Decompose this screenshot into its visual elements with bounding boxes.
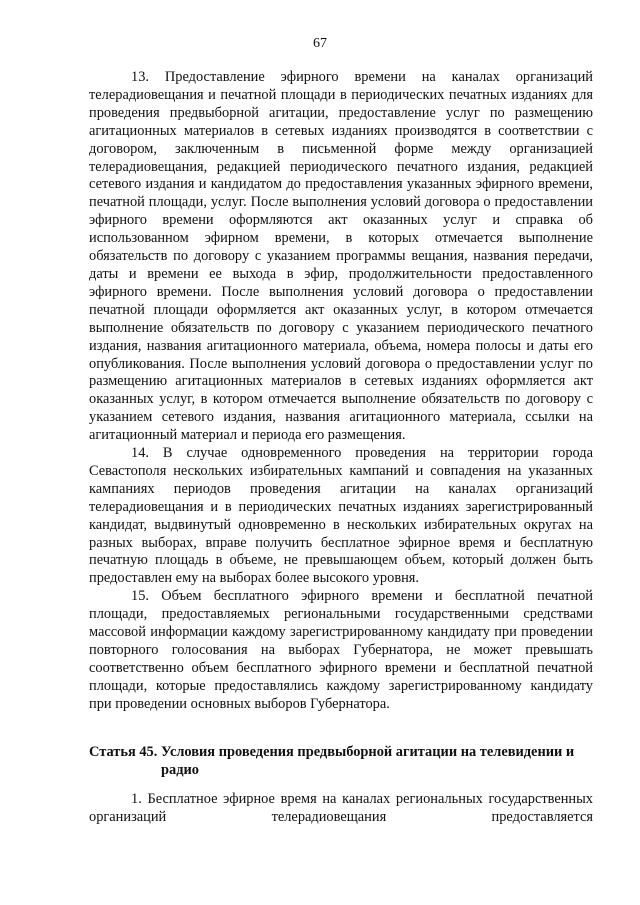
article-45-paragraph-1: 1. Бесплатное эфирное время на каналах региональных государственных организаций телерадиовещания предоставляется <box>89 791 593 826</box>
paragraph-15: 15. Объем бесплатного эфирного времени и бесплатной печатной площади, предоставляемых региональными государственными средствами массовой информации каждому зарегистрированному кандидату при проведении повторного голосования на выборах Губернатора, не может превышать соответственно объем бесплатного эфирного времени и бесплатной печатной площади, которые предоставлялись каждому зарегистрированному кандидату при проведении основных выборов Губернатора. <box>89 588 593 712</box>
page-number: 67 <box>313 36 327 51</box>
paragraph-14: 14. В случае одновременного проведения на территории города Севастополя нескольких избирательных кампаний и совпадения на указанных кампаниях периодов проведения агитации на каналах организаций телерадиовещания и в периодических печатных изданиях зарегистрированный кандидат, выдвинутый одновременно в нескольких избирательных округах на разных выборах, вправе получить бесплатное эфирное время и бесплатную печатную площадь в объеме, не превышающем объем, который должен быть предоставлен ему на выборах более высокого уровня. <box>89 445 593 587</box>
article-label: Статья 45. <box>89 743 158 760</box>
document-body <box>89 69 593 827</box>
article-title: Условия проведения предвыборной агитации на телевидении и радио <box>160 743 575 778</box>
article-45-heading <box>89 744 593 780</box>
paragraph-13: 13. Предоставление эфирного времени на каналах организаций телерадиовещания и печатной площади в периодических печатных изданиях для проведения предвыборной агитации, предоставление услуг по размещению агитационных материалов в сетевых изданиях производятся в соответствии с договором, заключенным в письменной форме между организацией телерадиовещания, редакцией периодического печатного издания, редакцией сетевого издания и кандидатом до предоставления указанных эфирного времени, печатной площади, услуг. После выполнения условий договора о предоставлении эфирного времени оформляются акт оказанных услуг и справка об использованном эфирном времени, в которых отмечается выполнение обязательств по договору с указанием программы вещания, названия передачи, даты и времени ее выхода в эфир, продолжительности предоставленного эфирного времени. После выполнения условий договора о предоставлении печатной площади оформляется акт оказанных услуг, в котором отмечается выполнение обязательств по договору с указанием периодического печатного издания, названия агитационного материала, объема, номера полосы и даты его опубликования. После выполнения условий договора о предоставлении услуг по размещению агитационных материалов в сетевых изданиях оформляется акт оказанных услуг, в котором отмечается выполнение обязательств по договору с указанием сетевого издания, названия агитационного материала, ссылки на агитационный материал и периода его размещения. <box>89 69 593 444</box>
